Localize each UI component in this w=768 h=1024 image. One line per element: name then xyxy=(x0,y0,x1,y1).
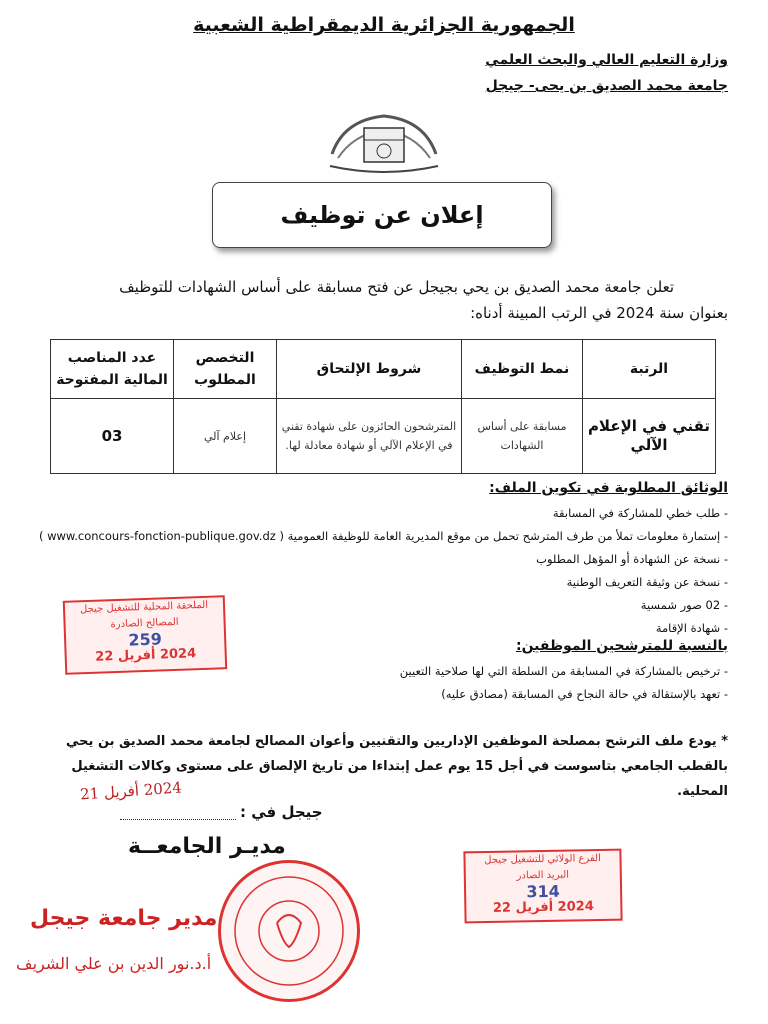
intro-line-1: تعلن جامعة محمد الصديق بن يحي بجيجل عن فتح مسابقة على أساس الشهادات للتوظيف xyxy=(119,278,674,296)
emblem-icon xyxy=(324,110,444,176)
list-item: - طلب خطي للمشاركة في المسابقة xyxy=(28,502,728,525)
list-item: - ترخيص بالمشاركة في المسابقة من السلطة التي لها صلاحية التعيين xyxy=(28,660,728,683)
stamp-line: الفرع الولائي للتشغيل جيجل xyxy=(484,852,601,867)
deposit-note: * يودع ملف الترشح بمصلحة الموظفين الإداريين والتقنيين وأعوان المصالح لجامعة محمد الصديق بن يحي بالقطب الجامعي بتاسوست في أجل 15 يوم عمل إبتداءا من تاريخ الإلصاق على مستوى وكالات التشغيل المحلية. xyxy=(66,734,728,799)
stamp-number: 259 xyxy=(128,629,163,650)
cell-grade: تقني في الإعلام الآلي xyxy=(583,399,716,474)
header-mode: نمط التوظيف xyxy=(462,340,583,399)
stamp-number: 314 xyxy=(526,881,560,902)
table-row xyxy=(51,399,716,474)
stamp-date: 2024 أفريل 22 xyxy=(95,646,197,665)
handwritten-date: 2024 أفريل 21 xyxy=(79,778,183,804)
header-specialty: التخصص المطلوب xyxy=(174,340,277,399)
table-header-row xyxy=(51,340,716,399)
announcement-title: إعلان عن توظيف xyxy=(212,182,552,248)
republic-heading: الجمهورية الجزائرية الديمقراطية الشعبية xyxy=(193,14,575,36)
handwritten-signature-name: أ.د.نور الدين بن علي الشريف xyxy=(16,954,212,973)
list-item: - نسخة عن الشهادة أو المؤهل المطلوب xyxy=(28,548,728,571)
director-title: مديـر الجامعــة xyxy=(128,834,286,859)
cell-conditions: المترشحون الحائزون على شهادة تقني في الإعلام الآلي أو شهادة معادلة لها. xyxy=(277,399,462,474)
list-item: - إستمارة معلومات تملأ من طرف المترشح تحمل من موقع المديرية العامة للوظيفة العمومية ( www.concours-fonction-publique.gov.dz ) xyxy=(28,525,728,548)
intro-paragraph xyxy=(38,274,728,326)
date-dotted-line xyxy=(120,803,236,820)
positions-table xyxy=(50,339,716,474)
list-item: - شهادة الإقامة xyxy=(28,617,728,640)
university-heading: جامعة محمد الصديق بن يحى- جيجل xyxy=(485,78,728,94)
stamp-line: الملحقة المحلية للتشغيل جيجل xyxy=(79,599,209,616)
university-round-stamp xyxy=(218,860,360,1002)
ministry-heading: وزارة التعليم العالي والبحث العلمي xyxy=(485,52,728,68)
list-item: - نسخة عن وثيقة التعريف الوطنية xyxy=(28,571,728,594)
agency-stamp-2 xyxy=(463,849,622,924)
documents-heading: الوثائق المطلوبة في تكوين الملف: xyxy=(489,480,728,496)
employees-heading: بالنسبة للمترشحين الموظفين: xyxy=(515,638,728,654)
handwritten-signature-title: مدير جامعة جيجل xyxy=(30,906,218,931)
cell-positions: 03 xyxy=(51,399,174,474)
header-positions: عدد المناصب المالية المفتوحة xyxy=(51,340,174,399)
header-grade: الرتبة xyxy=(583,340,716,399)
intro-line-2: بعنوان سنة 2024 في الرتب المبينة أدناه: xyxy=(470,304,728,322)
cell-specialty: إعلام آلي xyxy=(174,399,277,474)
stamp-date: 2024 أفريل 22 xyxy=(492,899,594,916)
agency-stamp-1 xyxy=(63,595,227,675)
stamp-line: البريد الصادر xyxy=(516,869,570,882)
cell-mode: مسابقة على أساس الشهادات xyxy=(462,399,583,474)
list-item: - 02 صور شمسية xyxy=(28,594,728,617)
header-conditions: شروط الإلتحاق xyxy=(277,340,462,399)
stamp-line: المصالح الصادرة xyxy=(110,616,179,631)
place-label: جيجل في : xyxy=(240,803,323,821)
list-item: - تعهد بالإستقالة في حالة النجاح في المسابقة (مصادق عليه) xyxy=(28,683,728,706)
